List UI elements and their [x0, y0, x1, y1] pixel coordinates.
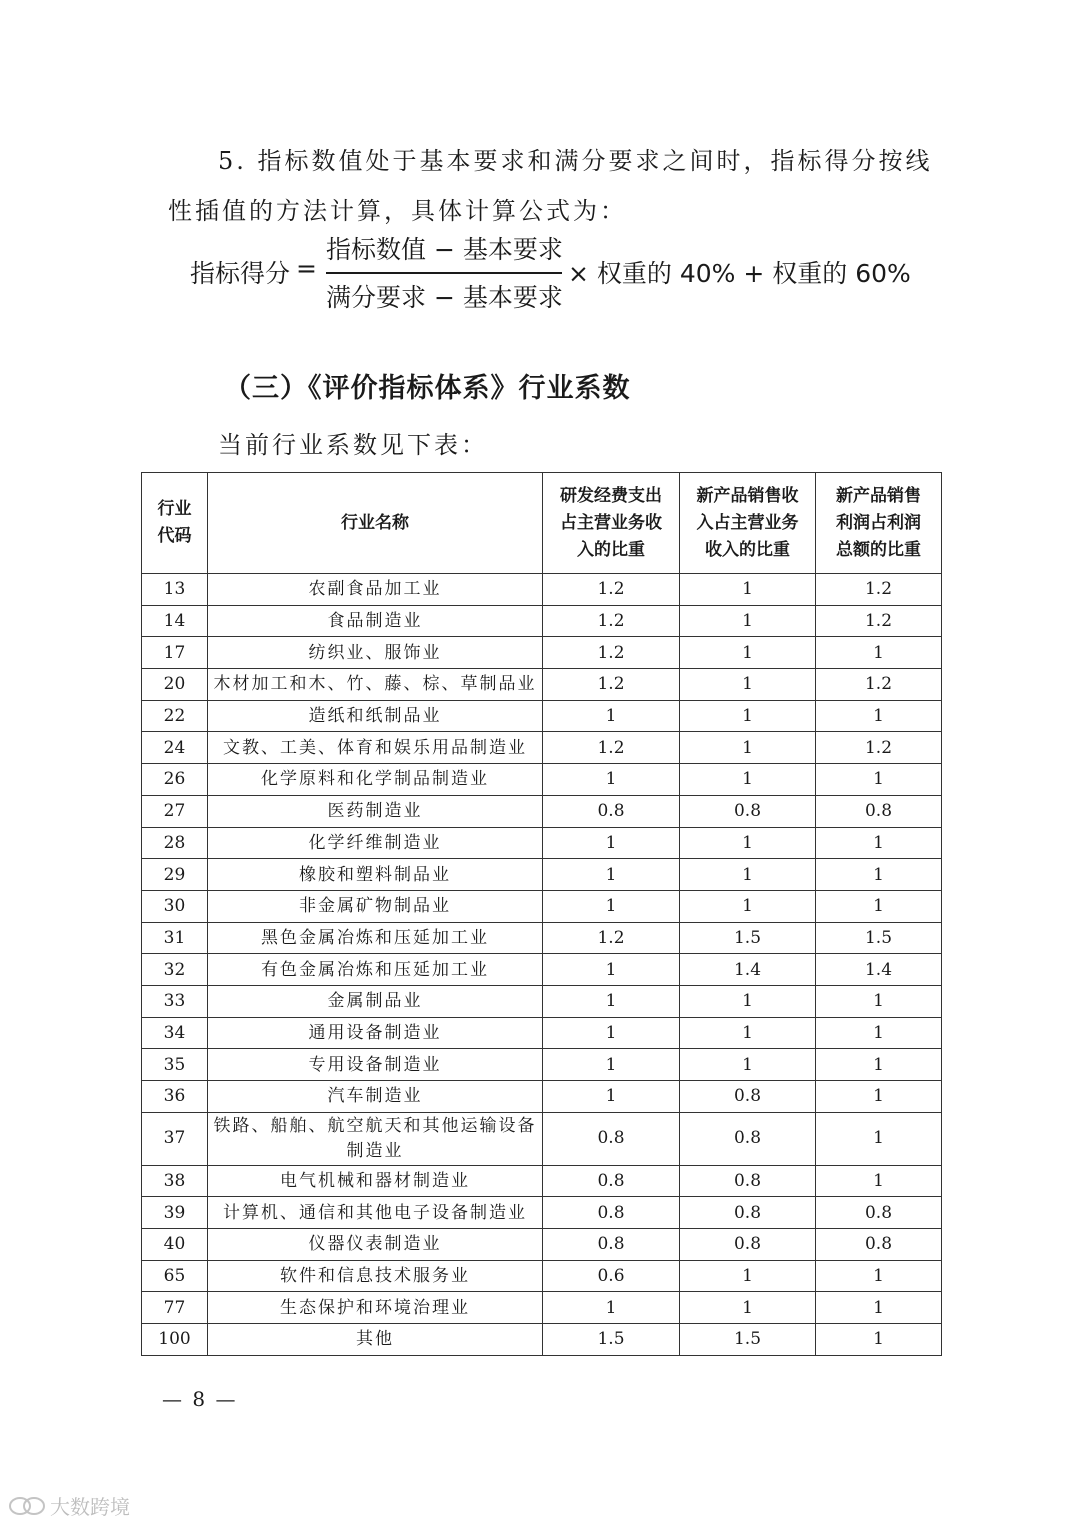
rd-coefficient: 1.2	[543, 574, 680, 606]
header-name	[208, 473, 543, 574]
industry-code: 24	[142, 732, 208, 764]
industry-code: 29	[142, 859, 208, 891]
profit-coefficient: 1	[816, 827, 942, 859]
industry-code: 77	[142, 1292, 208, 1324]
rd-coefficient: 1	[543, 859, 680, 891]
profit-coefficient: 1	[816, 1165, 942, 1197]
table-row	[142, 1229, 942, 1261]
industry-name: 医药制造业	[208, 795, 543, 827]
formula-weights: × 权重的 40% + 权重的 60%	[568, 259, 911, 288]
rd-coefficient: 1	[543, 700, 680, 732]
rd-coefficient: 1	[543, 1081, 680, 1113]
rd-coefficient: 0.8	[543, 1165, 680, 1197]
section-heading: （三）《评价指标体系》行业系数	[224, 373, 631, 404]
industry-name-line: 制造业	[346, 1140, 404, 1161]
revenue-coefficient: 1.5	[680, 1324, 816, 1356]
rd-coefficient: 1.2	[543, 605, 680, 637]
rd-coefficient: 1.2	[543, 922, 680, 954]
rd-coefficient: 1.2	[543, 732, 680, 764]
revenue-coefficient: 1	[680, 669, 816, 701]
page-number: — 8 —	[162, 1387, 238, 1411]
profit-coefficient: 1	[816, 1292, 942, 1324]
revenue-coefficient: 1	[680, 700, 816, 732]
table-row	[142, 1197, 942, 1229]
rd-coefficient: 1	[543, 954, 680, 986]
rd-coefficient: 1	[543, 985, 680, 1017]
header-line: 新产品销售收	[696, 485, 799, 506]
revenue-coefficient: 1	[680, 827, 816, 859]
industry-name: 橡胶和塑料制品业	[208, 859, 543, 891]
header-line: 行业名称	[341, 512, 409, 533]
industry-name	[208, 1112, 543, 1165]
industry-name: 软件和信息技术服务业	[208, 1260, 543, 1292]
profit-coefficient: 1	[816, 764, 942, 796]
industry-name: 化学纤维制造业	[208, 827, 543, 859]
header-line: 研发经费支出	[560, 485, 662, 506]
formula-numerator: 指标数值 − 基本要求	[326, 235, 563, 264]
profit-coefficient: 1	[816, 1049, 942, 1081]
profit-coefficient: 1.2	[816, 574, 942, 606]
header-new-product-revenue	[680, 473, 816, 574]
table-row	[142, 1165, 942, 1197]
industry-code: 30	[142, 890, 208, 922]
table-row	[142, 1112, 942, 1165]
industry-code: 20	[142, 669, 208, 701]
revenue-coefficient: 1	[680, 1260, 816, 1292]
rd-coefficient: 1.5	[543, 1324, 680, 1356]
industry-name-line: 铁路、船舶、航空航天和其他运输设备	[213, 1115, 537, 1136]
profit-coefficient: 0.8	[816, 795, 942, 827]
industry-code: 33	[142, 985, 208, 1017]
profit-coefficient: 1	[816, 637, 942, 669]
profit-coefficient: 1	[816, 859, 942, 891]
table-row	[142, 764, 942, 796]
industry-code: 34	[142, 1017, 208, 1049]
table-row	[142, 827, 942, 859]
profit-coefficient: 1	[816, 890, 942, 922]
table-row	[142, 1049, 942, 1081]
watermark	[8, 1491, 130, 1520]
industry-code: 22	[142, 700, 208, 732]
table-row	[142, 985, 942, 1017]
industry-code: 14	[142, 605, 208, 637]
header-line: 代码	[157, 526, 192, 546]
profit-coefficient: 1	[816, 985, 942, 1017]
industry-name: 食品制造业	[208, 605, 543, 637]
profit-coefficient: 0.8	[816, 1229, 942, 1261]
revenue-coefficient: 1	[680, 859, 816, 891]
rd-coefficient: 1	[543, 827, 680, 859]
rd-coefficient: 1.2	[543, 637, 680, 669]
table-row	[142, 954, 942, 986]
revenue-coefficient: 1	[680, 764, 816, 796]
profit-coefficient: 1	[816, 1324, 942, 1356]
table-row	[142, 574, 942, 606]
revenue-coefficient: 1	[680, 732, 816, 764]
table-row	[142, 859, 942, 891]
header-line: 占主营业务收	[560, 512, 662, 533]
table-row	[142, 669, 942, 701]
industry-name: 黑色金属冶炼和压延加工业	[208, 922, 543, 954]
industry-code: 13	[142, 574, 208, 606]
profit-coefficient: 1	[816, 700, 942, 732]
table-row	[142, 605, 942, 637]
paragraph-line-2: 性插值的方法计算，具体计算公式为：	[168, 197, 627, 225]
industry-name: 金属制品业	[208, 985, 543, 1017]
rd-coefficient: 0.8	[543, 1229, 680, 1261]
revenue-coefficient: 1	[680, 574, 816, 606]
watermark-text: 大数跨境	[50, 1495, 130, 1519]
table-row	[142, 1017, 942, 1049]
table-row	[142, 1081, 942, 1113]
table-row	[142, 795, 942, 827]
industry-coefficient-table	[141, 472, 942, 1356]
table-row	[142, 732, 942, 764]
industry-code: 26	[142, 764, 208, 796]
industry-name: 计算机、通信和其他电子设备制造业	[208, 1197, 543, 1229]
industry-name: 电气机械和器材制造业	[208, 1165, 543, 1197]
industry-name: 仪器仪表制造业	[208, 1229, 543, 1261]
header-line: 新产品销售	[836, 485, 921, 506]
industry-name: 通用设备制造业	[208, 1017, 543, 1049]
industry-code: 36	[142, 1081, 208, 1113]
rd-coefficient: 0.6	[543, 1260, 680, 1292]
table-row	[142, 1292, 942, 1324]
formula-denominator: 满分要求 − 基本要求	[326, 283, 563, 312]
industry-name: 文教、工美、体育和娱乐用品制造业	[208, 732, 543, 764]
rd-coefficient: 1	[543, 1292, 680, 1324]
table-header-row	[142, 473, 942, 574]
formula-lhs: 指标得分	[190, 259, 291, 288]
header-line: 总额的比重	[836, 539, 921, 560]
industry-name: 汽车制造业	[208, 1081, 543, 1113]
profit-coefficient: 1.5	[816, 922, 942, 954]
rd-coefficient: 1	[543, 890, 680, 922]
rd-coefficient: 0.8	[543, 1112, 680, 1165]
profit-coefficient: 1.4	[816, 954, 942, 986]
revenue-coefficient: 0.8	[680, 1112, 816, 1165]
revenue-coefficient: 1.4	[680, 954, 816, 986]
industry-name: 其他	[208, 1324, 543, 1356]
industry-code: 32	[142, 954, 208, 986]
table-row	[142, 637, 942, 669]
rd-coefficient: 1	[543, 1017, 680, 1049]
revenue-coefficient: 1	[680, 890, 816, 922]
profit-coefficient: 0.8	[816, 1197, 942, 1229]
industry-name: 化学原料和化学制品制造业	[208, 764, 543, 796]
table-row	[142, 700, 942, 732]
industry-name: 木材加工和木、竹、藤、棕、草制品业	[208, 669, 543, 701]
profit-coefficient: 1	[816, 1112, 942, 1165]
revenue-coefficient: 0.8	[680, 1197, 816, 1229]
table-row	[142, 890, 942, 922]
industry-code: 65	[142, 1260, 208, 1292]
industry-code: 40	[142, 1229, 208, 1261]
rd-coefficient: 0.8	[543, 795, 680, 827]
profit-coefficient: 1	[816, 1081, 942, 1113]
industry-code: 28	[142, 827, 208, 859]
header-rd-ratio	[543, 473, 680, 574]
revenue-coefficient: 1	[680, 1049, 816, 1081]
profit-coefficient: 1	[816, 1260, 942, 1292]
profit-coefficient: 1.2	[816, 605, 942, 637]
industry-name: 造纸和纸制品业	[208, 700, 543, 732]
table-intro: 当前行业系数见下表：	[218, 431, 488, 459]
profit-coefficient: 1.2	[816, 732, 942, 764]
revenue-coefficient: 1	[680, 985, 816, 1017]
industry-name: 纺织业、服饰业	[208, 637, 543, 669]
paragraph-line-1: 5. 指标数值处于基本要求和满分要求之间时，指标得分按线	[218, 147, 933, 175]
table-row	[142, 1260, 942, 1292]
revenue-coefficient: 0.8	[680, 1081, 816, 1113]
industry-code: 37	[142, 1112, 208, 1165]
revenue-coefficient: 0.8	[680, 1165, 816, 1197]
score-formula	[190, 228, 910, 312]
revenue-coefficient: 1	[680, 1017, 816, 1049]
fraction-bar	[326, 272, 562, 274]
rd-coefficient: 1.2	[543, 669, 680, 701]
industry-code: 39	[142, 1197, 208, 1229]
rd-coefficient: 0.8	[543, 1197, 680, 1229]
table-row	[142, 1324, 942, 1356]
revenue-coefficient: 1	[680, 637, 816, 669]
revenue-coefficient: 1	[680, 1292, 816, 1324]
revenue-coefficient: 0.8	[680, 795, 816, 827]
header-line: 入的比重	[577, 539, 645, 560]
rd-coefficient: 1	[543, 764, 680, 796]
header-line: 行业	[157, 499, 192, 519]
header-code	[142, 473, 208, 574]
industry-code: 17	[142, 637, 208, 669]
revenue-coefficient: 1.5	[680, 922, 816, 954]
table-row	[142, 922, 942, 954]
chat-bubbles-logo-icon	[8, 1495, 46, 1517]
table-body	[142, 574, 942, 1356]
header-line: 收入的比重	[705, 539, 790, 560]
header-line: 利润占利润	[836, 512, 921, 533]
industry-name: 有色金属冶炼和压延加工业	[208, 954, 543, 986]
industry-code: 35	[142, 1049, 208, 1081]
revenue-coefficient: 0.8	[680, 1229, 816, 1261]
revenue-coefficient: 1	[680, 605, 816, 637]
industry-code: 100	[142, 1324, 208, 1356]
industry-code: 38	[142, 1165, 208, 1197]
profit-coefficient: 1	[816, 1017, 942, 1049]
industry-name: 农副食品加工业	[208, 574, 543, 606]
profit-coefficient: 1.2	[816, 669, 942, 701]
rd-coefficient: 1	[543, 1049, 680, 1081]
industry-name: 生态保护和环境治理业	[208, 1292, 543, 1324]
header-line: 入占主营业务	[696, 512, 799, 533]
industry-name: 专用设备制造业	[208, 1049, 543, 1081]
industry-code: 27	[142, 795, 208, 827]
formula-equals: =	[296, 254, 317, 283]
industry-name: 非金属矿物制品业	[208, 890, 543, 922]
industry-code: 31	[142, 922, 208, 954]
header-new-product-profit	[816, 473, 942, 574]
